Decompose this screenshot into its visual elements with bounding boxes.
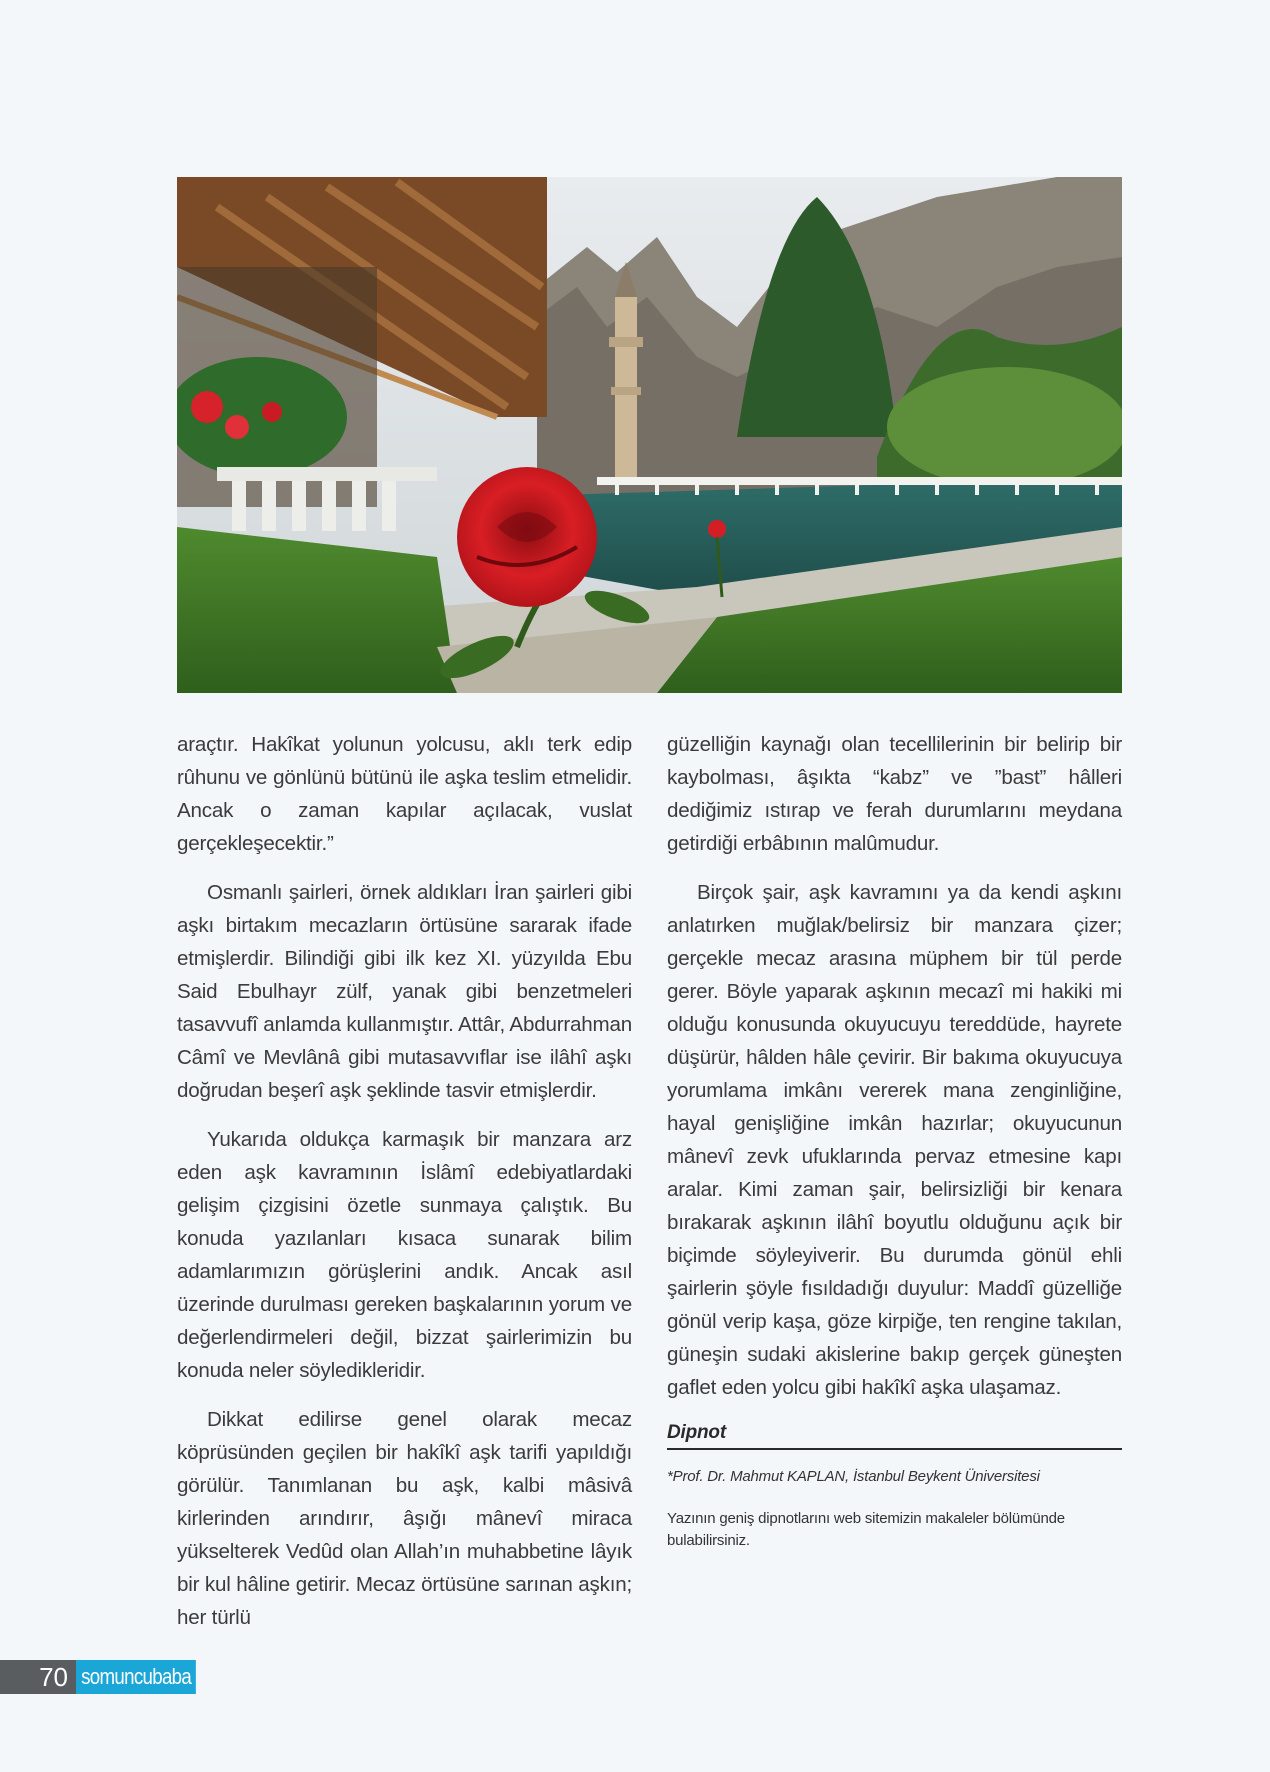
paragraph: Yukarıda oldukça karmaşık bir manzara arz eden aşk kavramının İslâmî edebiyatlardaki gelişim çizgisini özetle sunmaya çalıştık. Bu konuda yazılanları kısaca sunarak bilim adamlarımızın görüşlerini andık. Ancak asıl üzerinde durulması gereken başkalarının yorum ve değerlendirmeleri değil, bizzat şairlerimizin bu konuda neler söyledikleridir. — [177, 1128, 632, 1382]
footnote-author: *Prof. Dr. Mahmut KAPLAN, İstanbul Beykent Üniversitesi — [667, 1468, 1040, 1485]
paragraph: güzelliğin kaynağı olan tecellilerinin bir belirip bir kaybolması, âşıkta “kabz” ve ”bast” hâlleri dediğimiz ıstırap ve ferah durumlarını meydana getirdiği erbâbının malûmudur. — [667, 733, 1122, 855]
page-folio — [0, 1660, 217, 1694]
footnote-note: Yazının geniş dipnotlarını web sitemizin makaleler bölümünde bulabilirsiniz. — [667, 1510, 1065, 1549]
magazine-brand: somuncubaba — [76, 1660, 196, 1694]
paragraph: araçtır. Hakîkat yolunun yolcusu, aklı terk edip rûhunu ve gönlünü bütünü ile aşka teslim etmelidir. Ancak o zaman kapılar açılacak, vuslat gerçekleşecektir.” — [177, 733, 632, 855]
paragraph: Dikkat edilirse genel olarak mecaz köprüsünden geçilen bir hakîkî aşk tarifi yapıldığı görülür. Tanımlanan bu aşk, kalbi mâsivâ kirlerinden arındırır, âşığı mânevî miraca yükselterek Vedûd olan Allah’ın muhabbetine lâyık bir kul hâline getirir. Mecaz örtüsüne sarınan aşkın; her türlü — [177, 1408, 632, 1629]
mosque-garden-photo-icon — [177, 177, 1122, 693]
article-photo — [177, 177, 1122, 693]
page-number: 70 — [0, 1660, 76, 1694]
right-column — [667, 728, 1122, 1552]
left-column — [177, 728, 632, 1650]
paragraph: Osmanlı şairleri, örnek aldıkları İran şairleri gibi aşkı birtakım mecazların örtüsüne sararak ifade etmişlerdir. Bilindiği gibi ilk kez XI. yüzyılda Ebu Said Ebulhayr zülf, yanak gibi benzetmeleri tasavvufî anlamda kullanmıştır. Attâr, Abdurrahman Câmî ve Mevlânâ gibi mutasavvıflar ise ilâhî aşkı doğrudan beşerî aşk şeklinde tasvir etmişlerdir. — [177, 881, 632, 1102]
paragraph: Birçok şair, aşk kavramını ya da kendi aşkını anlatırken muğlak/belirsiz bir manzara çizer; gerçekle mecaz arasına müphem bir tül perde gerer. Böyle yaparak aşkının mecazî mi hakiki mi olduğu konusunda okuyucuyu tereddüde, hayrete düşürür, hâlden hâle çevirir. Bir bakıma okuyucuya yorumlama imkânı vererek mana zenginliğine, hayal genişliğine imkân hazırlar; okuyucunun mânevî zevk ufuklarında pervaz etmesine kapı aralar. Kimi zaman şair, belirsizliği bir kenara bırakarak aşkının ilâhî boyutlu olduğunu açık bir biçimde söyleyiverir. Bu durumda gönül ehli şairlerin şöyle fısıldadığı duyulur: Maddî güzelliğe gönül verip kaşa, göze kirpiğe, ten rengine takılan, güneşin sudaki akislerine bakıp gerçek güneşten gaflet eden yolcu gibi hakîkî aşka ulaşamaz. — [667, 881, 1122, 1399]
footnote-heading: Dipnot — [667, 1420, 1122, 1450]
